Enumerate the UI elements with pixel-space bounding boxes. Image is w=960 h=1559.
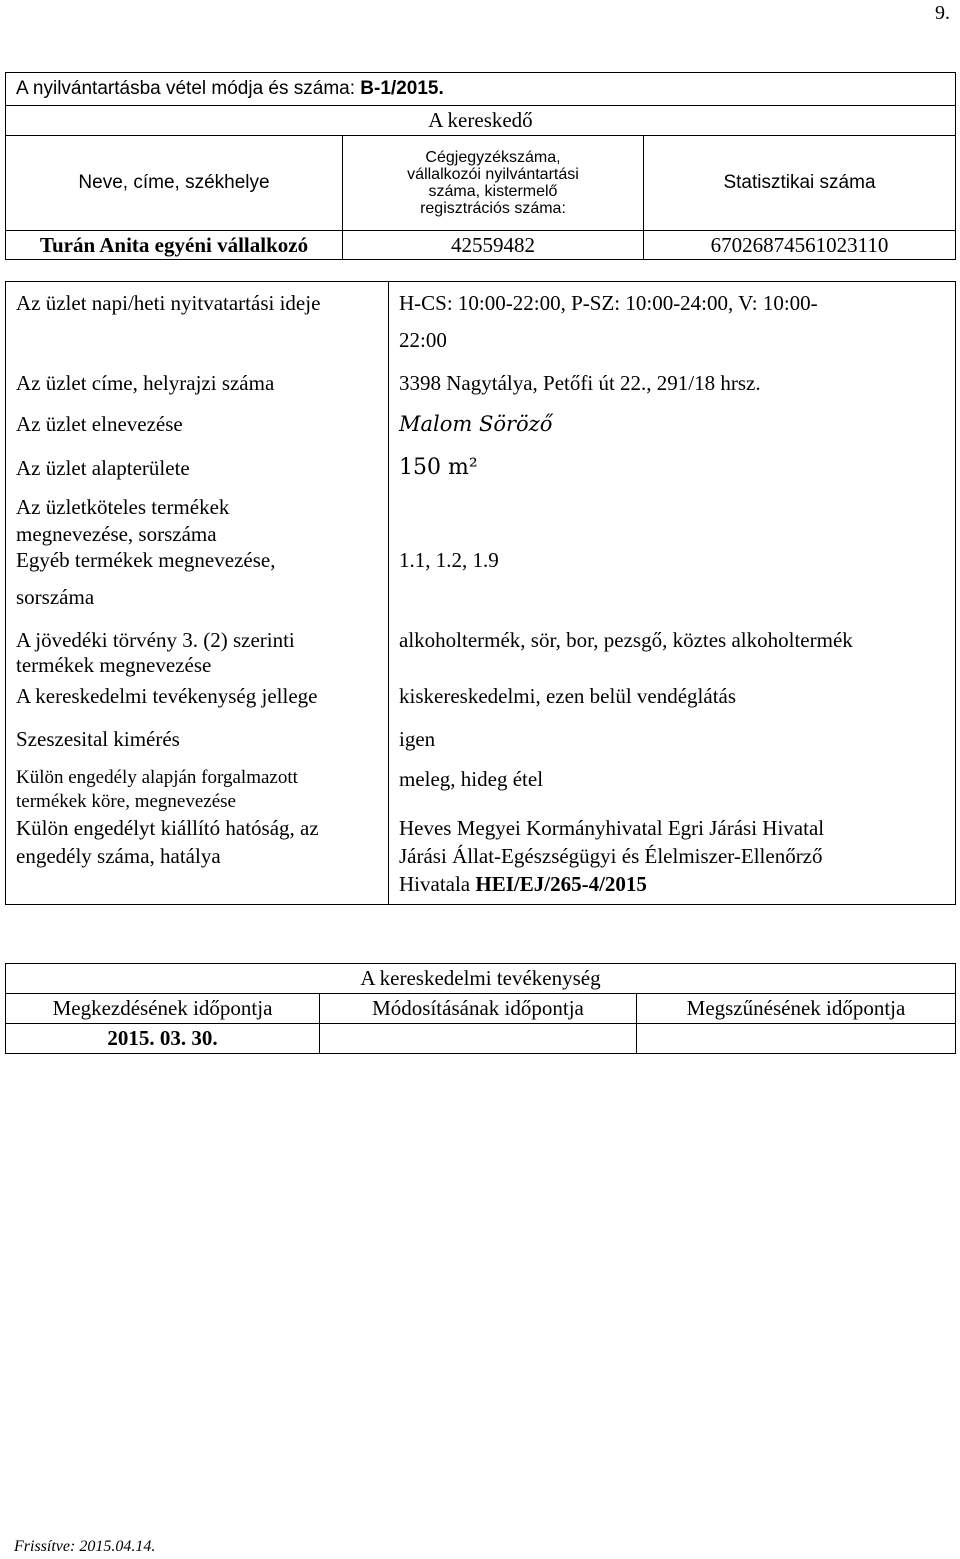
activity-type-row	[6, 678, 956, 714]
trader-table	[5, 72, 956, 260]
excise-label-line: termékek megnevezése	[16, 653, 212, 677]
registration-label: A nyilvántartásba vétel módja és száma:	[16, 78, 356, 99]
activity-table	[5, 963, 956, 1054]
col-reg-line: száma, kistermelő	[428, 183, 558, 200]
excise-label	[6, 622, 389, 678]
activity-type-value: kiskereskedelmi, ezen belül vendéglátás	[389, 678, 956, 714]
activity-header-row	[6, 994, 956, 1024]
licensed-value	[389, 490, 956, 548]
other-products-label	[6, 548, 389, 622]
hours-value	[389, 282, 956, 365]
updated-footer: Frissítve: 2015.04.14.	[14, 1538, 156, 1555]
col-start-header: Megkezdésének időpontja	[6, 994, 320, 1024]
permit-number: HEI/EJ/265-4/2015	[475, 872, 647, 896]
address-label: Az üzlet címe, helyrajzi száma	[6, 364, 389, 402]
special-permit-label	[6, 764, 389, 814]
shop-name-value: Malom Söröző	[389, 402, 956, 446]
authority-label-line: Külön engedélyt kiállító hatóság, az	[16, 816, 319, 840]
licensed-row	[6, 490, 956, 548]
other-products-row	[6, 548, 956, 622]
other-label-line: Egyéb termékek megnevezése,	[16, 548, 276, 572]
trader-data-row	[6, 231, 956, 260]
excise-label-line: A jövedéki törvény 3. (2) szerinti	[16, 628, 295, 652]
authority-label	[6, 814, 389, 905]
registration-row	[6, 73, 956, 106]
trader-title: A kereskedő	[6, 106, 956, 136]
registration-cell	[6, 73, 956, 106]
excise-row	[6, 622, 956, 678]
trader-stat-number: 67026874561023110	[644, 231, 956, 260]
special-label-line: Külön engedély alapján forgalmazott	[16, 767, 298, 788]
activity-type-label: A kereskedelmi tevékenység jellege	[6, 678, 389, 714]
trader-header-row	[6, 136, 956, 231]
spirits-label: Szeszesital kimérés	[6, 714, 389, 764]
registration-value: B-1/2015.	[360, 78, 444, 99]
licensed-label-line: Az üzletköteles termékek	[16, 495, 230, 519]
other-label-line: sorszáma	[16, 585, 95, 609]
shop-table	[5, 281, 956, 905]
special-permit-row	[6, 764, 956, 814]
activity-title-row	[6, 964, 956, 994]
address-value: 3398 Nagytálya, Petőfi út 22., 291/18 hrsz.	[389, 364, 956, 402]
trader-name: Turán Anita egyéni vállalkozó	[6, 231, 343, 260]
hours-value-line: 22:00	[399, 328, 447, 352]
authority-value	[389, 814, 956, 905]
modify-date	[320, 1024, 637, 1054]
area-label: Az üzlet alapterülete	[6, 446, 389, 490]
col-reg-line: Cégjegyzékszáma,	[425, 149, 561, 166]
special-permit-value: meleg, hideg étel	[389, 764, 956, 814]
shop-name-label: Az üzlet elnevezése	[6, 402, 389, 446]
authority-value-line	[399, 870, 945, 898]
special-label-line: termékek köre, megnevezése	[16, 791, 236, 812]
hours-value-line: H-CS: 10:00-22:00, P-SZ: 10:00-24:00, V: 10:00-	[399, 291, 818, 315]
address-row	[6, 364, 956, 402]
licensed-label	[6, 490, 389, 548]
other-products-value: 1.1, 1.2, 1.9	[389, 548, 956, 622]
hours-row	[6, 282, 956, 365]
trader-reg-number: 42559482	[343, 231, 644, 260]
authority-row	[6, 814, 956, 905]
activity-data-row	[6, 1024, 956, 1054]
col-reg-line: vállalkozói nyilvántartási	[407, 166, 579, 183]
authority-value-line: Járási Állat-Egészségügyi és Élelmiszer-Ellenőrző	[399, 844, 823, 868]
hours-label: Az üzlet napi/heti nyitvatartási ideje	[6, 282, 389, 365]
area-value: 150 m²	[389, 446, 956, 490]
col-name-header: Neve, címe, székhelye	[6, 136, 343, 231]
licensed-label-line: megnevezése, sorszáma	[16, 522, 217, 546]
authority-value-line: Heves Megyei Kormányhivatal Egri Járási Hivatal	[399, 816, 825, 840]
spirits-row	[6, 714, 956, 764]
page-number: 9.	[935, 2, 950, 24]
trader-title-row	[6, 106, 956, 136]
col-stat-header: Statisztikai száma	[644, 136, 956, 231]
col-reg-line: regisztrációs száma:	[420, 200, 566, 217]
end-date	[637, 1024, 956, 1054]
activity-title: A kereskedelmi tevékenység	[6, 964, 956, 994]
authority-name-part: Hivatala	[399, 872, 476, 896]
col-end-header: Megszűnésének időpontja	[637, 994, 956, 1024]
excise-value: alkoholtermék, sör, bor, pezsgő, köztes alkoholtermék	[389, 622, 956, 678]
spirits-value: igen	[389, 714, 956, 764]
shop-name-row	[6, 402, 956, 446]
area-row	[6, 446, 956, 490]
start-date: 2015. 03. 30.	[6, 1024, 320, 1054]
col-reg-header	[343, 136, 644, 231]
col-modify-header: Módosításának időpontja	[320, 994, 637, 1024]
authority-label-line: engedély száma, hatálya	[16, 844, 221, 868]
